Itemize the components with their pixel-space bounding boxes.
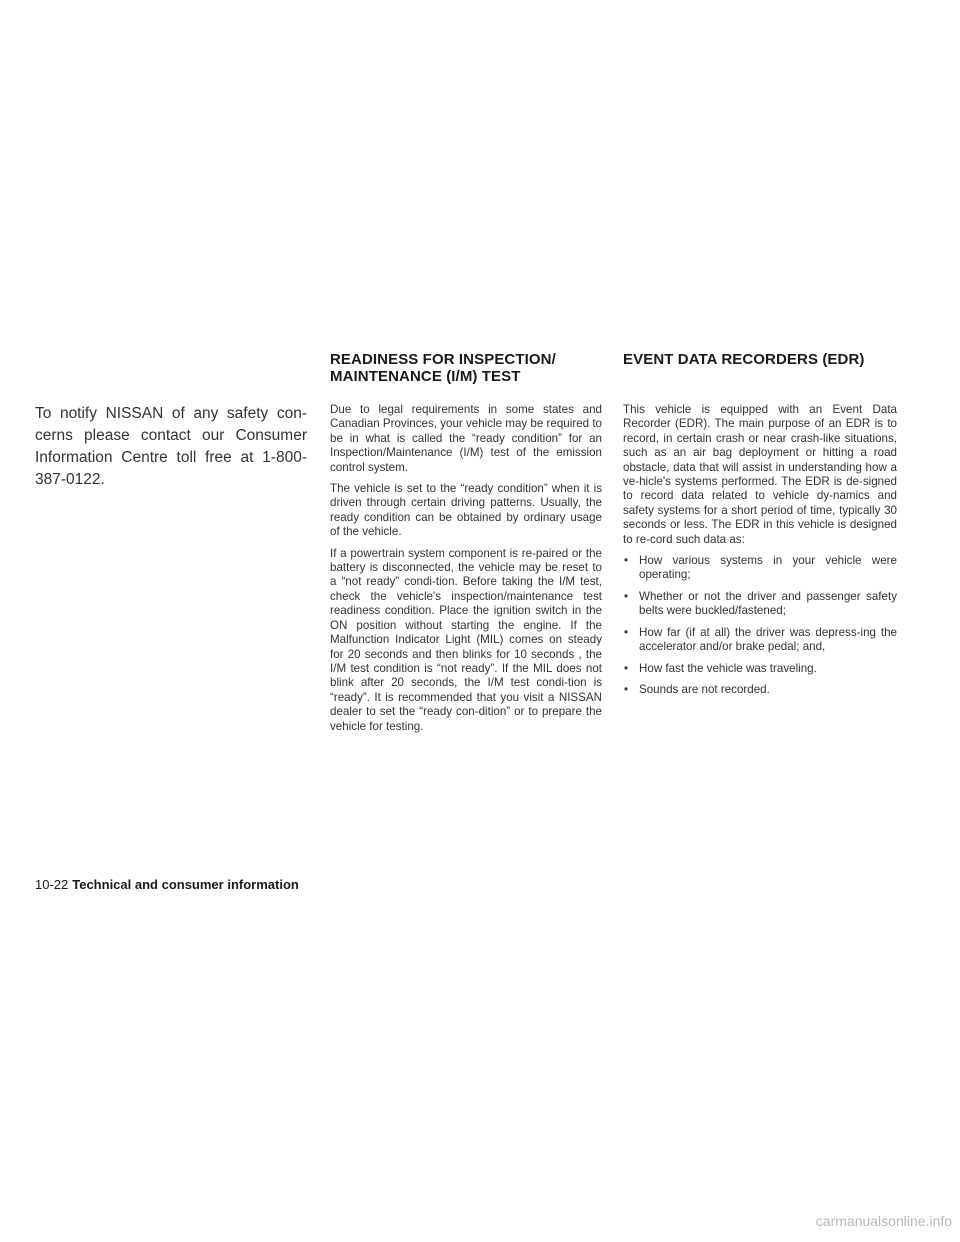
paragraph: If a powertrain system component is re-paired or the battery is disconnected, the vehicle may be reset to a “not ready” condi-tion. Before taking the I/M test, check the vehicle's inspection/maintenance test readiness condition. Place the ignition switch in the ON position without starting the engine. If the Malfunction Indicator Light (MIL) comes on steady for 20 seconds and then blinks for 10 seconds , the I/M test condition is “not ready”. If the MIL does not blink after 20 seconds, the I/M test condi-tion is “ready”. It is recommended that you visit a NISSAN dealer to set the “ready con-dition” or to prepare the vehicle for testing. bbox=[330, 546, 602, 733]
page-footer bbox=[35, 877, 535, 893]
heading-line-2: MAINTENANCE (I/M) TEST bbox=[330, 368, 521, 385]
bullet-icon: • bbox=[624, 682, 629, 696]
watermark: carmanualsonline.info bbox=[815, 1213, 952, 1229]
paragraph: The vehicle is set to the “ready condition” when it is driven through certain driving patterns. Usually, the ready condition can be obtained by ordinary usage of the vehicle. bbox=[330, 482, 602, 539]
heading-line-1: READINESS FOR INSPECTION/ bbox=[330, 351, 556, 368]
list-item: • How far (if at all) the driver was depress-ing the accelerator and/or brake pedal; and, bbox=[624, 625, 897, 654]
paragraph: This vehicle is equipped with an Event Data Recorder (EDR). The main purpose of an EDR is to record, in certain crash or near crash-like situations, such as an air bag deployment or hitting a road obstacle, data that will assist in understanding how a ve-hicle's systems performed. The EDR is de-signed to record data related to vehicle dy-namics and safety systems for a short period of time, typically 30 seconds or less. The EDR in this vehicle is designed to re-cord such data as: bbox=[623, 403, 897, 546]
bullet-icon: • bbox=[624, 625, 629, 639]
list-item: • Whether or not the driver and passenger safety belts were buckled/fastened; bbox=[624, 589, 897, 618]
right-column bbox=[623, 351, 897, 704]
list-item: • How fast the vehicle was traveling. bbox=[624, 661, 817, 675]
im-readiness-heading bbox=[330, 351, 602, 385]
bullet-icon: • bbox=[624, 554, 629, 568]
paragraph: Due to legal requirements in some states and Canadian Provinces, your vehicle may be required to be in what is called the “ready condition” for an Inspection/Maintenance (I/M) test of the emission control system. bbox=[330, 403, 602, 474]
section-title: Technical and consumer information bbox=[72, 877, 299, 892]
edr-data-list bbox=[623, 554, 897, 697]
left-column bbox=[35, 403, 307, 491]
list-item: • Sounds are not recorded. bbox=[624, 682, 770, 696]
middle-column bbox=[330, 351, 602, 741]
list-item: • How various systems in your vehicle were operating; bbox=[624, 554, 897, 582]
page-number: 10-22 bbox=[35, 877, 69, 892]
bullet-icon: • bbox=[624, 589, 629, 603]
bullet-icon: • bbox=[624, 661, 629, 675]
edr-heading: EVENT DATA RECORDERS (EDR) bbox=[623, 351, 865, 368]
safety-concerns-contact-text: To notify NISSAN of any safety con-cerns please contact our Consumer Information Centre toll free at 1-800-387-0122. bbox=[35, 405, 307, 488]
